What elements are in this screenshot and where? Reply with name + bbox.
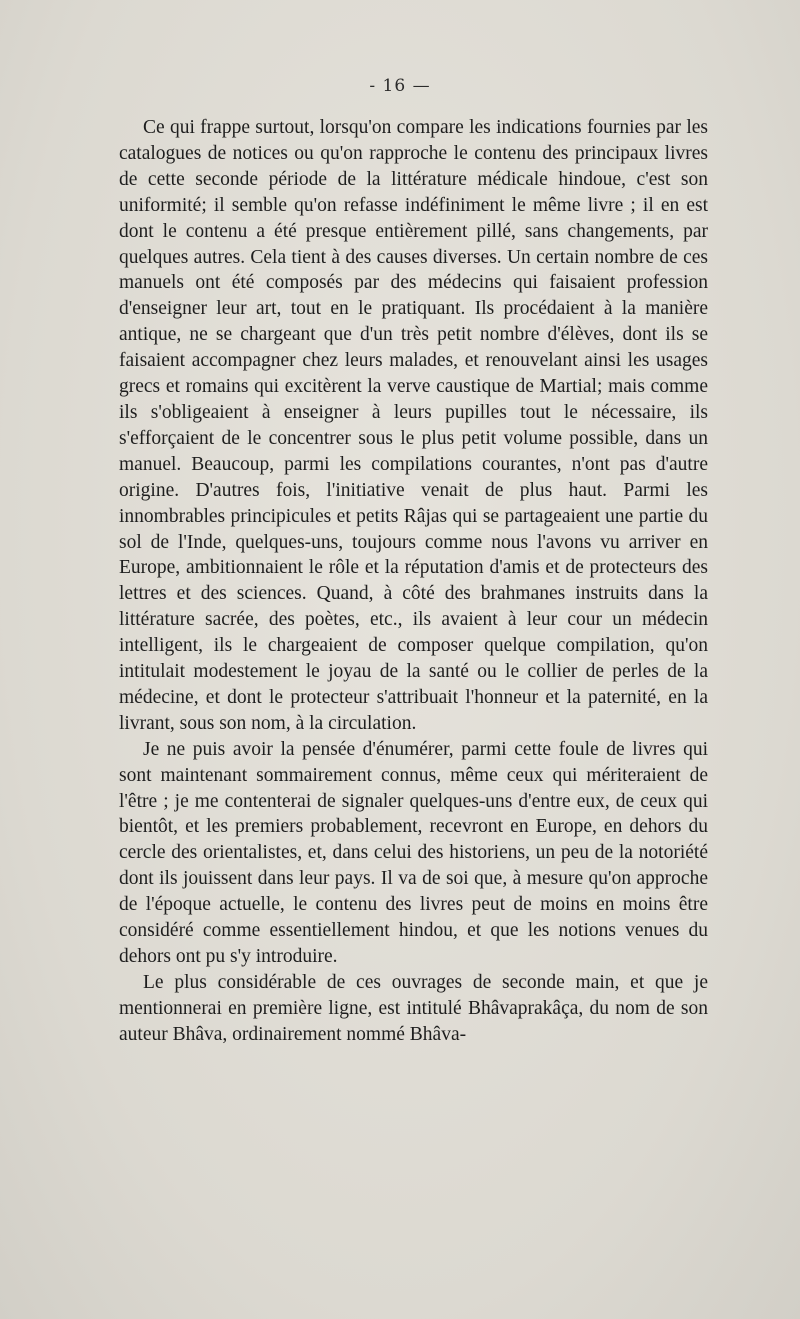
paragraph-2: Je ne puis avoir la pensée d'énumérer, parmi cette foule de livres qui sont maintenant sommairement connus, même ceux qui mériteraient de l'être ; je me contenterai de signaler quelques-uns d'entre eux, de ceux qui bientôt, et les premiers probablement, recevront en Europe, en dehors du cercle des orientalistes, et, dans celui des historiens, un peu de la notoriété dont ils jouissent dans leur pays. Il va de soi que, à mesure qu'on approche de l'époque actuelle, le contenu des livres peut de moins en moins être considéré comme essentiellement hindou, et que les notions venues du dehors ont pu s'y introduire. [119, 738, 708, 967]
paragraph-1: Ce qui frappe surtout, lorsqu'on compare les indications fournies par les catalogues de notices ou qu'on rapproche le contenu des principaux livres de cette seconde période de la littérature médicale hindoue, c'est son uniformité; il semble qu'on refasse indéfiniment le même livre ; il en est dont le contenu a été presque entièrement pillé, sans changements, par quelques autres. Cela tient à des causes diverses. Un certain nombre de ces manuels ont été composés par des médecins qui faisaient profession d'enseigner leur art, tout en le pratiquant. Ils procédaient à la manière antique, ne se chargeant que d'un très petit nombre d'élèves, dont ils se faisaient accompagner chez leurs malades, et renouvelant ainsi les usages grecs et romains qui excitèrent la verve caustique de Martial; mais comme ils s'obligeaient à enseigner à leurs pupilles tout le nécessaire, ils s'efforçaient de le concentrer sous le plus petit volume possible, dans un manuel. Beaucoup, parmi les compilations courantes, n'ont pas d'autre origine. D'autres fois, l'initiative venait de plus haut. Parmi les innombrables principicules et petits Râjas qui se partageaient une partie du sol de l'Inde, quelques-uns, toujours comme nous l'avons vu arriver en Europe, ambitionnaient le rôle et la réputation d'amis et de protecteurs des lettres et des sciences. Quand, à côté des brahmanes instruits dans la littérature sacrée, des poètes, etc., ils avaient à leur cour un médecin intelligent, ils le chargeaient de composer quelque compilation, qu'on intitulait modestement le joyau de la santé ou le collier de perles de la médecine, et dont le protecteur s'attribuait l'honneur et la paternité, en la livrant, sous son nom, à la circulation. [119, 117, 708, 734]
body-text [119, 115, 708, 1048]
paragraph-3: Le plus considérable de ces ouvrages de seconde main, et que je mentionnerai en première ligne, est intitulé Bhâvaprakâça, du nom de son auteur Bhâva, ordinairement nommé Bhâva- [119, 971, 708, 1045]
page-number: - 16 — [369, 76, 431, 96]
